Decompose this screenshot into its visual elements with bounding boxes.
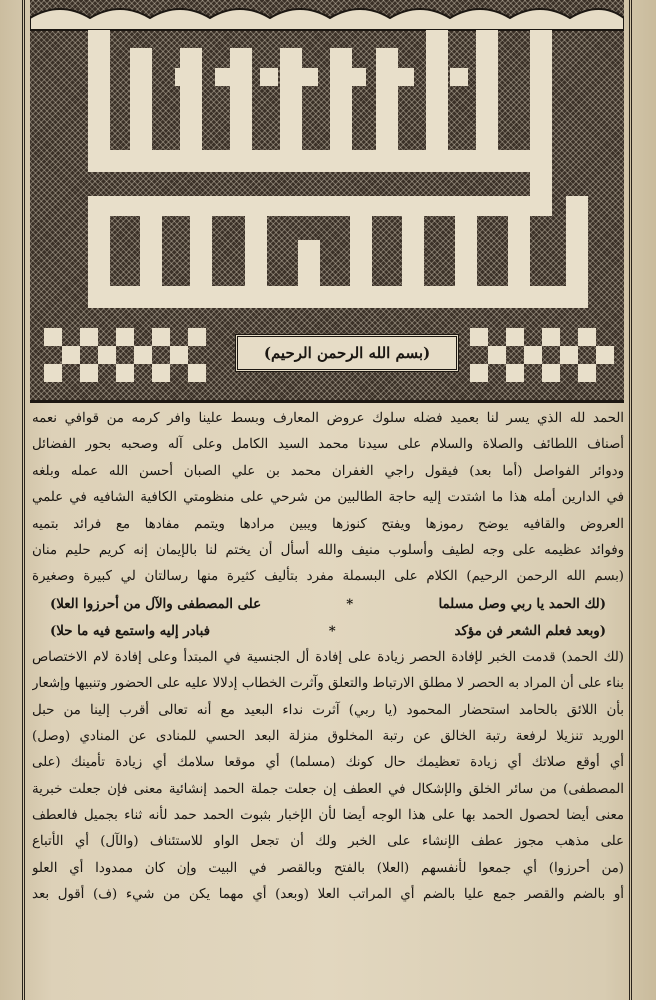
scalloped-top-border (30, 9, 624, 30)
verse-hemistich-left: فبادر إليه واستمع فيه ما حلا) (50, 623, 210, 639)
text-line: ودوائر الفواصل (أما بعد) فيقول راجي الغفران محمد بن علي الصبان أحسن الله عمله وبلغه (32, 463, 624, 479)
commentary-line: الوريد تنزيلا لرفعة رتبة الخالق عن رتبة المخلوق منزلة البعد الحسي للمنادى عن المنادي (وصل) (32, 728, 624, 744)
commentary-line: بناء على أن المراد به الحصر لا مطلق الارتباط والتعلق وآثرت الخطاب إدلالا عليه على الحضور وتنبيها وإشعار (32, 676, 624, 692)
text-line: أصناف اللطائف والصلاة والسلام على سيدنا محمد السيد الكامل وعلى آله وصحبه بحور الفضائل (32, 437, 624, 453)
commentary-line: (لك الحمد) قدمت الخبر لإفادة الحصر زيادة على إفادة أل الجنسية في المبتدأ وعلى إفادة لام الاختصاص (32, 649, 624, 665)
text-line: وفوائد عظيمه على وجه لطيف وأسلوب منيف والله أسأل أن يختم لنا بالإيمان إنه كريم حليم منان (32, 542, 624, 558)
commentary-line: أي أوقع صلاتك أي زيادة تعظيمك حال كونك (مسلما) أي موقعا سلامك أي زيادة تأمينك (على (32, 755, 624, 771)
text-body (32, 406, 624, 998)
verse-separator: * (328, 623, 336, 639)
verse-line (32, 618, 624, 645)
basmala-cartouche: (بسم الله الرحمن الرحيم) (235, 334, 459, 372)
verse-hemistich-right: (وبعد فعلم الشعر فن مؤكد (454, 623, 606, 639)
verse-hemistich-right: (لك الحمد يا ربي وصل مسلما (438, 596, 606, 612)
text-line: العروض والقافيه يوضح رموزها ويفتح كنوزها ويبين مرادها ويتمم مفادها مع فرائد بتميه (32, 516, 624, 532)
kufic-letters (88, 30, 588, 308)
commentary-line: على مذهب مجوز عطف الإنشاء على الخبر ولك أن تجعل الواو للاستئناف (والآل) أي الأتباع (32, 834, 624, 850)
text-line: الحمد لله الذي يسر لنا بعميد فضله سلوك عروض المعارف وبسط علينا وافر كرمه من قوافي نعمه (32, 411, 624, 426)
text-line: (بسم الله الرحمن الرحيم) الكلام على البسملة مفرد بتأليف كثيرة منها رسالتان لي كبيرة وصغيرة (32, 569, 624, 585)
checker-panel-right (470, 328, 614, 382)
verse-line (32, 591, 624, 618)
verse-hemistich-left: على المصطفى والآل من أحرزوا العلا) (50, 596, 262, 612)
commentary-line: (من أحرزوا) أي جمعوا لأنفسهم (العلا) بالفتح وبالقصر في البيت وإن كان ممدودا أي العلو (32, 860, 624, 876)
commentary-line: أو بالضم والقصر جمع عليا بالضم أي المراتب العلا (وبعد) أي مهما يكن من شيء (ف) أقول بعد (32, 887, 624, 903)
commentary-line: معنى أيضا لحصول الحمد بها على هذا الوجه أيضا لأن الإخبار بثبوت الحمد حمد لأنه ثناء بجميل فالعطف (32, 808, 624, 824)
commentary-line: بأن اللائق بالحامد استحضار المحمود (يا ربي) آثرت نداء البعيد مع أنه تعالى أقرب إلينا من حبل (32, 702, 624, 718)
commentary-line: المصطفى) من سائر الخلق والإشكال في العطف إن جعلت جملة الحمد إنشائية معنى فإن جعلت خبرية (32, 781, 624, 797)
text-line: في الدارين أمله هذا ما اشتدت إليه حاجة الطالبين من شرحي على منظومتي الكافية الشافيه في علمي (32, 490, 624, 506)
verse-separator: * (346, 596, 354, 612)
checker-panel-left (44, 328, 206, 382)
header-ornament (30, 0, 624, 403)
